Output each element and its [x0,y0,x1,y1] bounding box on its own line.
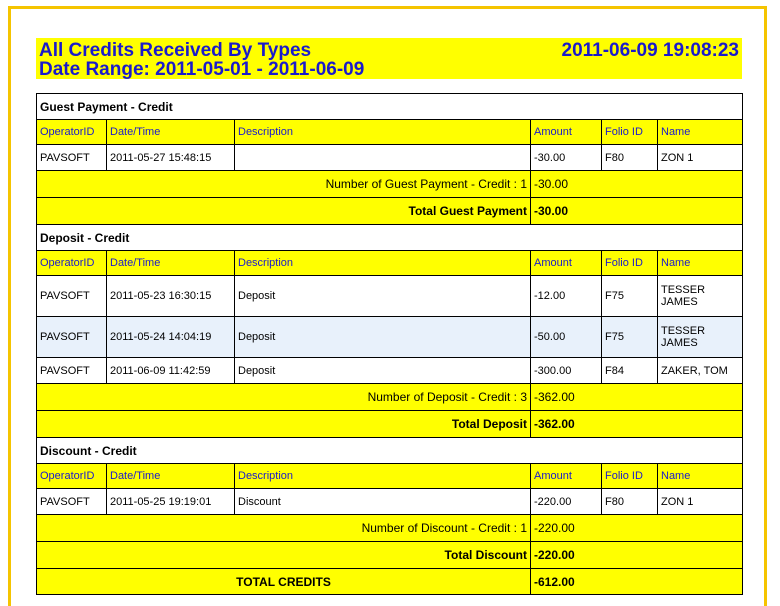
description-cell: Discount [235,489,531,515]
col-amount-header: Amount [531,464,602,489]
date-time-cell: 2011-05-23 16:30:15 [107,276,235,317]
section-title: Deposit - Credit [37,225,743,251]
total-amount: -362.00 [531,411,743,438]
column-header-row [37,464,743,489]
date-range: Date Range: 2011-05-01 - 2011-06-09 [39,59,365,80]
total-label: Total Guest Payment [37,198,531,225]
amount-cell: -12.00 [531,276,602,317]
operator-id-cell: PAVSOFT [37,276,107,317]
section-title-row [37,94,743,120]
col-operator-id-header: OperatorID [37,464,107,489]
name-cell: TESSER JAMES [658,276,743,317]
amount-cell: -220.00 [531,489,602,515]
total-amount: -220.00 [531,542,743,569]
table-row [37,489,743,515]
total-row [37,198,743,225]
folio-id-cell: F80 [602,145,658,171]
col-folio-id-header: Folio ID [602,464,658,489]
column-header-row [37,251,743,276]
description-cell [235,145,531,171]
col-description-header: Description [235,464,531,489]
description-cell: Deposit [235,317,531,358]
name-cell: ZAKER, TOM [658,358,743,384]
section-title-row [37,438,743,464]
date-time-cell: 2011-05-25 19:19:01 [107,489,235,515]
section-title: Discount - Credit [37,438,743,464]
operator-id-cell: PAVSOFT [37,489,107,515]
col-date-time-header: Date/Time [107,464,235,489]
total-row [37,542,743,569]
column-header-row [37,120,743,145]
table-row [37,317,743,358]
operator-id-cell: PAVSOFT [37,145,107,171]
amount-cell: -30.00 [531,145,602,171]
col-name-header: Name [658,251,743,276]
count-row [37,515,743,542]
table-row [37,358,743,384]
generated-timestamp: 2011-06-09 19:08:23 [561,40,739,61]
col-date-time-header: Date/Time [107,120,235,145]
count-amount: -362.00 [531,384,743,411]
amount-cell: -300.00 [531,358,602,384]
col-operator-id-header: OperatorID [37,251,107,276]
count-row [37,171,743,198]
credits-table [36,93,743,595]
count-label: Number of Deposit - Credit : 3 [37,384,531,411]
name-cell: TESSER JAMES [658,317,743,358]
col-date-time-header: Date/Time [107,251,235,276]
operator-id-cell: PAVSOFT [37,317,107,358]
count-amount: -30.00 [531,171,743,198]
name-cell: ZON 1 [658,489,743,515]
col-name-header: Name [658,464,743,489]
folio-id-cell: F75 [602,317,658,358]
section-title: Guest Payment - Credit [37,94,743,120]
col-amount-header: Amount [531,120,602,145]
total-amount: -30.00 [531,198,743,225]
report-header [36,38,742,79]
description-cell: Deposit [235,358,531,384]
date-time-cell: 2011-06-09 11:42:59 [107,358,235,384]
count-label: Number of Discount - Credit : 1 [37,515,531,542]
section-title-row [37,225,743,251]
count-row [37,384,743,411]
table-row [37,145,743,171]
grand-total-row [37,569,743,595]
folio-id-cell: F75 [602,276,658,317]
date-time-cell: 2011-05-27 15:48:15 [107,145,235,171]
col-name-header: Name [658,120,743,145]
grand-total-amount: -612.00 [531,569,743,595]
total-label: Total Deposit [37,411,531,438]
total-label: Total Discount [37,542,531,569]
description-cell: Deposit [235,276,531,317]
count-label: Number of Guest Payment - Credit : 1 [37,171,531,198]
amount-cell: -50.00 [531,317,602,358]
folio-id-cell: F80 [602,489,658,515]
name-cell: ZON 1 [658,145,743,171]
folio-id-cell: F84 [602,358,658,384]
col-operator-id-header: OperatorID [37,120,107,145]
col-folio-id-header: Folio ID [602,120,658,145]
col-description-header: Description [235,251,531,276]
col-amount-header: Amount [531,251,602,276]
operator-id-cell: PAVSOFT [37,358,107,384]
total-row [37,411,743,438]
date-time-cell: 2011-05-24 14:04:19 [107,317,235,358]
table-row [37,276,743,317]
count-amount: -220.00 [531,515,743,542]
col-folio-id-header: Folio ID [602,251,658,276]
report-title: All Credits Received By Types [39,40,312,61]
col-description-header: Description [235,120,531,145]
grand-total-label: TOTAL CREDITS [37,569,531,595]
